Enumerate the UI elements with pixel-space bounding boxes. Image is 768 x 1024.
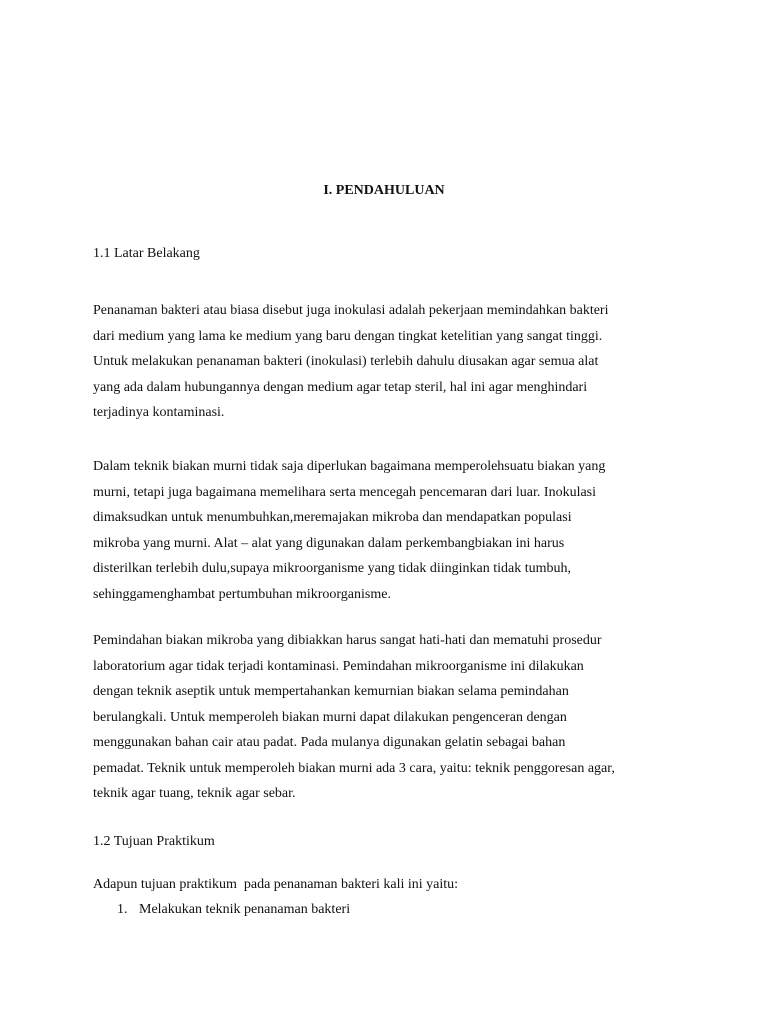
list-item-text: Melakukan teknik penanaman bakteri xyxy=(139,902,351,917)
paragraph-line: sehinggamenghambat pertumbuhan mikroorganisme. xyxy=(93,586,391,602)
paragraph-line: murni, tetapi juga bagaimana memelihara serta mencegah pencemaran dari luar. Inokulasi xyxy=(93,484,597,500)
list-item xyxy=(117,900,350,920)
paragraph-line: terjadinya kontaminasi. xyxy=(93,405,225,420)
paragraph-1 xyxy=(93,298,658,426)
paragraph-line: Dalam teknik biakan murni tidak saja diperlukan bagaimana memperolehsuatu biakan yang xyxy=(93,459,606,474)
section-heading-latar-belakang: 1.1 Latar Belakang xyxy=(93,246,200,261)
paragraph-line: dari medium yang lama ke medium yang baru dengan tingkat ketelitian yang sangat tinggi. xyxy=(93,328,603,344)
paragraph-line: berulangkali. Untuk memperoleh biakan murni dapat dilakukan pengenceran dengan xyxy=(93,709,567,725)
list-item-number: 1. xyxy=(117,902,128,917)
paragraph-line: Untuk melakukan penanaman bakteri (inokulasi) terlebih dahulu diusakan agar semua alat xyxy=(93,354,599,369)
paragraph-line: Penanaman bakteri atau biasa disebut juga inokulasi adalah pekerjaan memindahkan bakteri xyxy=(93,303,609,318)
section-heading-tujuan-praktikum: 1.2 Tujuan Praktikum xyxy=(93,834,215,849)
paragraph-line: pemadat. Teknik untuk memperoleh biakan murni ada 3 cara, yaitu: teknik penggoresan agar, xyxy=(93,760,615,776)
objectives-list xyxy=(117,900,350,920)
paragraph-2 xyxy=(93,454,658,607)
paragraph-line: dengan teknik aseptik untuk mempertahankan kemurnian biakan selama pemindahan xyxy=(93,684,569,699)
chapter-title: I. PENDAHULUAN xyxy=(323,183,445,198)
objectives-intro: Adapun tujuan praktikum pada penanaman bakteri kali ini yaitu: xyxy=(93,877,459,892)
paragraph-line: Pemindahan biakan mikroba yang dibiakkan harus sangat hati-hati dan mematuhi prosedur xyxy=(93,633,602,648)
paragraph-line: disterilkan terlebih dulu,supaya mikroorganisme yang tidak diinginkan tidak tumbuh, xyxy=(93,561,571,576)
paragraph-line: yang ada dalam hubungannya dengan medium agar tetap steril, hal ini agar menghindari xyxy=(93,379,588,395)
paragraph-3 xyxy=(93,628,658,807)
paragraph-line: dimaksudkan untuk menumbuhkan,meremajakan mikroba dan mendapatkan populasi xyxy=(93,510,572,525)
paragraph-line: mikroba yang murni. Alat – alat yang digunakan dalam perkembangbiakan ini harus xyxy=(93,535,565,551)
paragraph-line: teknik agar tuang, teknik agar sebar. xyxy=(93,786,296,801)
paragraph-line: menggunakan bahan cair atau padat. Pada mulanya digunakan gelatin sebagai bahan xyxy=(93,735,566,750)
paragraph-line: laboratorium agar tidak terjadi kontaminasi. Pemindahan mikroorganisme ini dilakukan xyxy=(93,658,584,674)
